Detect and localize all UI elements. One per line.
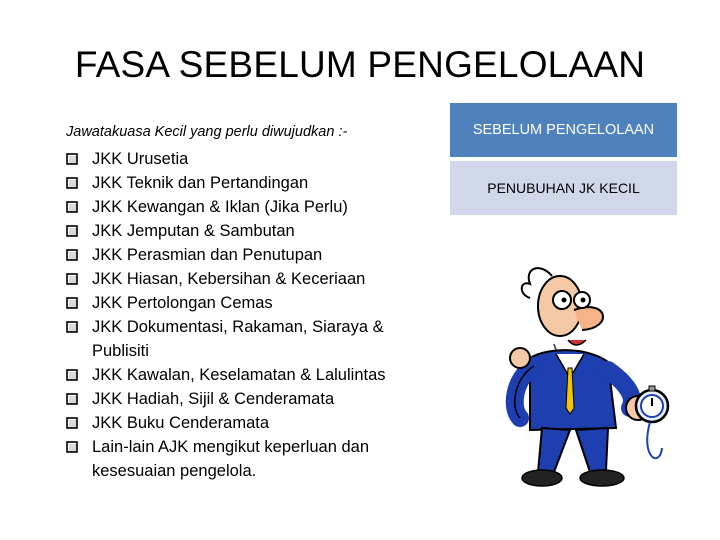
checkbox-bullet-icon [66,393,78,405]
list-item-text: JKK Urusetia [92,150,189,168]
list-item-text: JKK Hadiah, Sijil & Cenderamata [92,390,335,408]
phase-table [450,103,677,215]
list-item [66,363,426,387]
list-item [66,195,426,219]
list-item [66,243,426,267]
checkbox-bullet-icon [66,153,78,165]
intro-text: Jawatakuasa Kecil yang perlu diwujudkan :- [66,124,348,140]
table-header: SEBELUM PENGELOLAAN [450,103,677,157]
checkbox-bullet-icon [66,177,78,189]
checkbox-bullet-icon [66,369,78,381]
list-item-text: JKK Buku Cenderamata [92,414,270,432]
committee-list [66,147,426,483]
list-item-text: JKK Dokumentasi, Rakaman, Siaraya & Publisiti [92,318,384,360]
list-item-text: Lain-lain AJK mengikut keperluan dan kesesuaian pengelola. [92,438,370,480]
list-item-text: JKK Jemputan & Sambutan [92,222,295,240]
list-item [66,267,426,291]
list-item-text: JKK Hiasan, Kebersihan & Keceriaan [92,270,366,288]
table-cell: PENUBUHAN JK KECIL [450,161,677,215]
list-item [66,315,426,363]
list-item [66,387,426,411]
list-item [66,219,426,243]
checkbox-bullet-icon [66,273,78,285]
list-item [66,411,426,435]
slide-title: FASA SEBELUM PENGELOLAAN [74,44,646,85]
checkbox-bullet-icon [66,321,78,333]
list-item [66,435,426,483]
list-item-text: JKK Pertolongan Cemas [92,294,273,312]
list-item-text: JKK Perasmian dan Penutupan [92,246,323,264]
checkbox-bullet-icon [66,225,78,237]
checkbox-bullet-icon [66,297,78,309]
checkbox-bullet-icon [66,417,78,429]
checkbox-bullet-icon [66,249,78,261]
checkbox-bullet-icon [66,441,78,453]
list-item-text: JKK Teknik dan Pertandingan [92,174,309,192]
list-item-text: JKK Kawalan, Keselamatan & Lalulintas [92,366,386,384]
list-item [66,291,426,315]
list-item-text: JKK Kewangan & Iklan (Jika Perlu) [92,198,348,216]
list-item [66,171,426,195]
cartoon-referee-stopwatch-icon [490,258,690,490]
list-item [66,147,426,171]
checkbox-bullet-icon [66,201,78,213]
